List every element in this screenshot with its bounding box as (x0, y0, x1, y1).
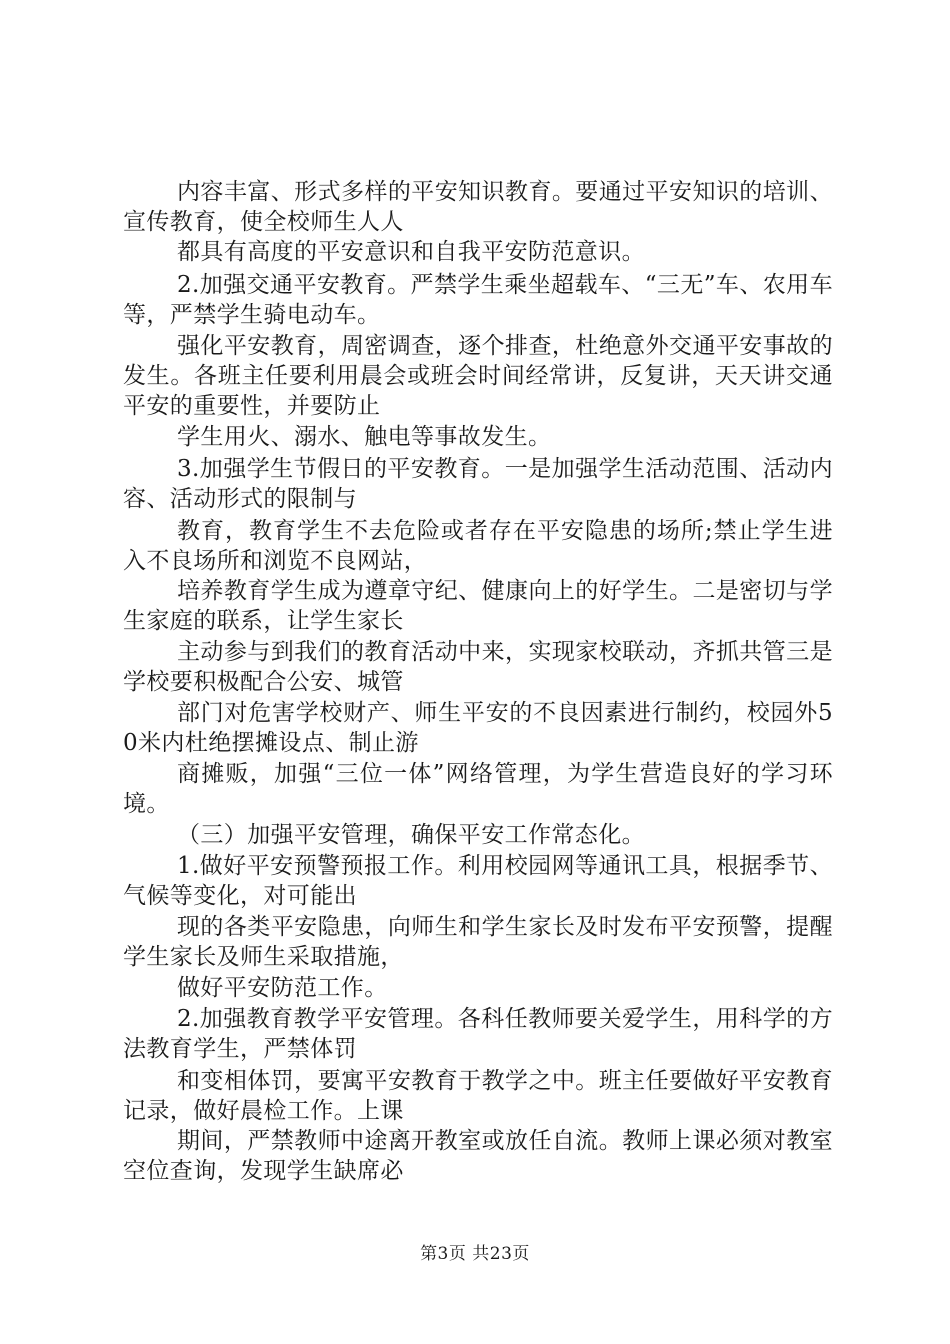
paragraph: 现的各类平安隐患，向师生和学生家长及时发布平安预警，提醒学生家长及师生采取措施， (123, 914, 833, 970)
paragraph: 和变相体罚，要寓平安教育于教学之中。班主任要做好平安教育记录，做好晨检工作。上课 (123, 1068, 833, 1124)
paragraph: 2.加强教育教学平安管理。各科任教师要关爱学生，用科学的方法教育学生，严禁体罚 (123, 1006, 833, 1062)
page-footer (0, 1243, 950, 1265)
paragraph: 教育，教育学生不去危险或者存在平安隐患的场所;禁止学生进入不良场所和浏览不良网站， (123, 518, 833, 574)
paragraph: 3.加强学生节假日的平安教育。一是加强学生活动范围、活动内容、活动形式的限制与 (123, 456, 833, 512)
paragraph: 期间，严禁教师中途离开教室或放任自流。教师上课必须对教室空位查询，发现学生缺席必 (123, 1128, 833, 1184)
paragraph: 1.做好平安预警预报工作。利用校园网等通讯工具，根据季节、气候等变化，对可能出 (123, 853, 833, 909)
paragraph: 主动参与到我们的教育活动中来，实现家校联动，齐抓共管三是学校要积极配合公安、城管 (123, 639, 833, 695)
paragraph: 强化平安教育，周密调查，逐个排查，杜绝意外交通平安事故的发生。各班主任要利用晨会或班会时间经常讲，反复讲，天天讲交通平安的重要性，并要防止 (123, 333, 833, 419)
paragraph: 都具有高度的平安意识和自我平安防范意识。 (177, 239, 645, 265)
paragraph: 内容丰富、形式多样的平安知识教育。要通过平安知识的培训、宣传教育，使全校师生人人 (123, 179, 833, 235)
paragraph: 商摊贩，加强“三位一体”网络管理，为学生营造良好的学习环境。 (123, 761, 833, 817)
paragraph: 部门对危害学校财产、师生平安的不良因素进行制约，校园外50米内杜绝摆摊设点、制止游 (123, 700, 833, 756)
page-number: 第3页 共23页 (420, 1244, 530, 1264)
paragraph: 2.加强交通平安教育。严禁学生乘坐超载车、“三无”车、农用车等，严禁学生骑电动车。 (123, 272, 833, 328)
paragraph: 学生用火、溺水、触电等事故发生。 (177, 424, 552, 450)
paragraph: 培养教育学生成为遵章守纪、健康向上的好学生。二是密切与学生家庭的联系，让学生家长 (123, 578, 833, 634)
section-heading: （三）加强平安管理，确保平安工作常态化。 (177, 822, 645, 848)
paragraph: 做好平安防范工作。 (177, 975, 388, 1001)
